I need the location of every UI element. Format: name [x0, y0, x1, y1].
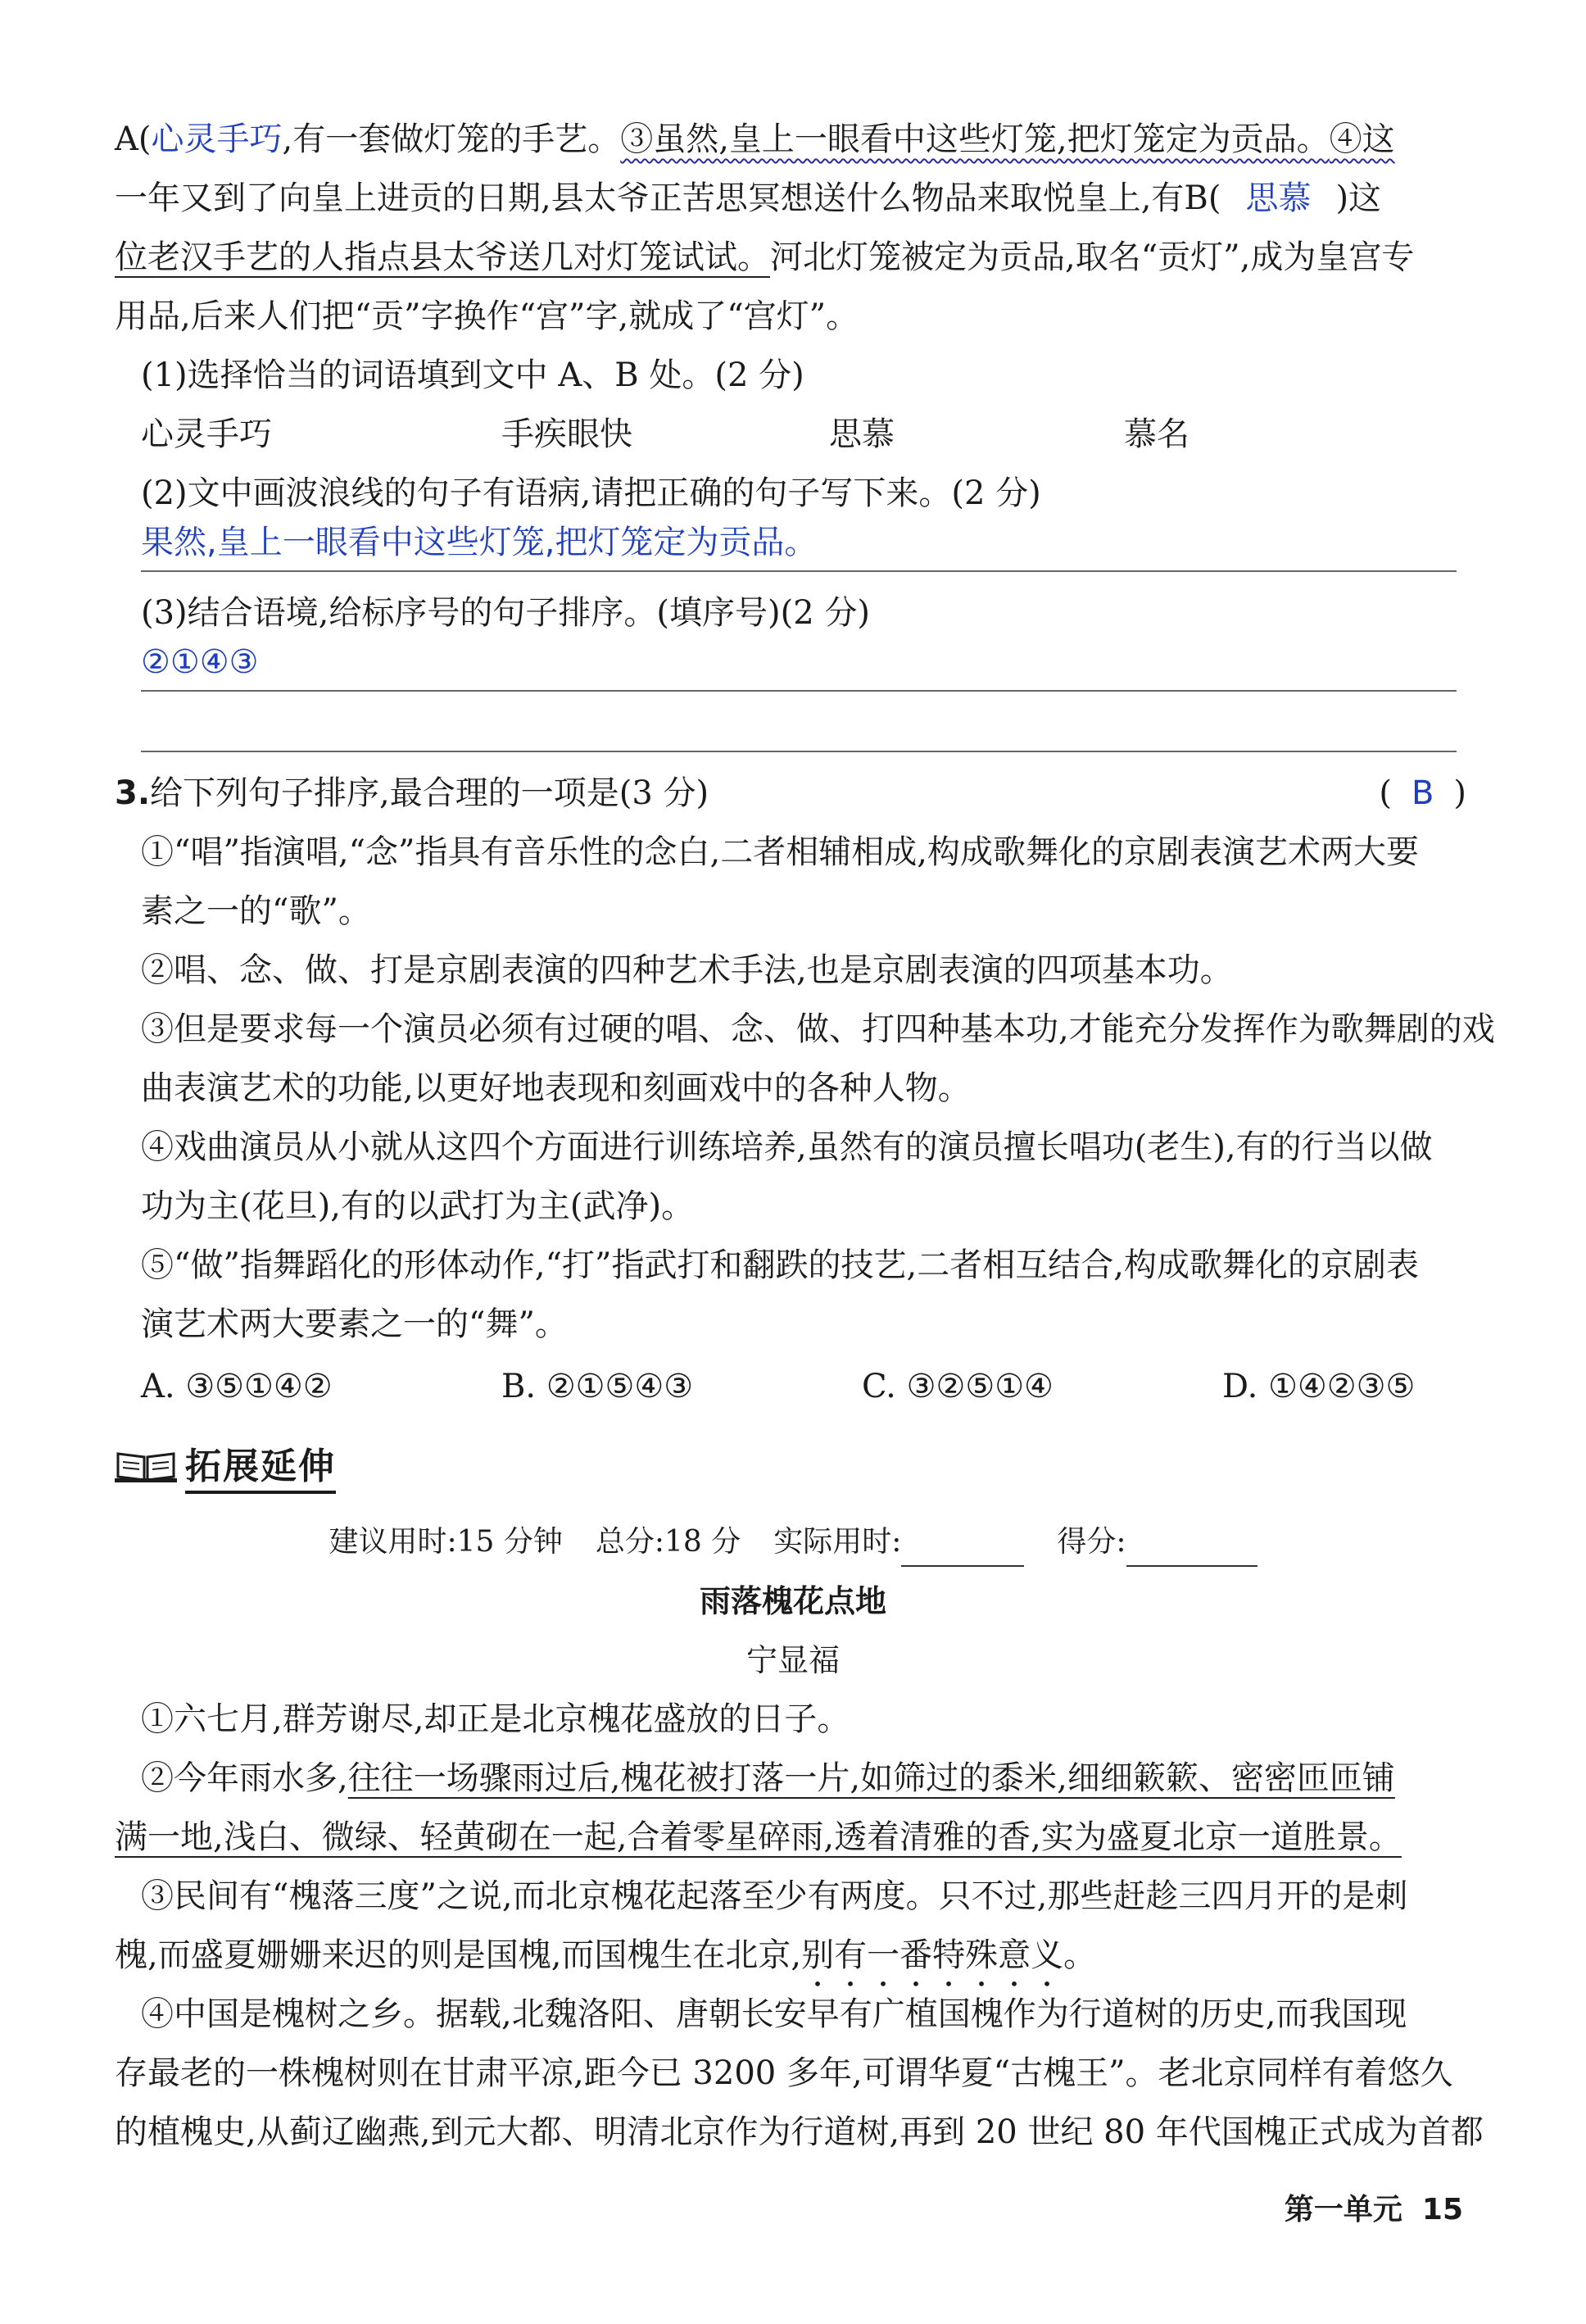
- choice-b: B. ②①⑤④③: [501, 1368, 694, 1405]
- passage-text: 河北灯笼被定为贡品,取名“贡灯”,成为皇宫专: [770, 238, 1415, 276]
- sentence-4: ④戏曲演员从小就从这四个方面进行训练培养,虽然有的演员擅长唱功(老生),有的行当以做: [141, 1128, 1433, 1166]
- emphasized-phrase: 别有一番特殊意义: [801, 1936, 1064, 1974]
- suggested-time: 建议用时:15 分钟: [329, 1525, 563, 1559]
- word-option: 慕名: [1124, 415, 1190, 453]
- handwritten-answer-2: 果然,皇上一眼看中这些灯笼,把灯笼定为贡品。: [141, 524, 818, 561]
- bracket-open: (: [1379, 774, 1392, 812]
- book-icon: [115, 1447, 177, 1483]
- article-paragraph-3: ③民间有“槐落三度”之说,而北京槐花起落至少有两度。只不过,那些赶趁三四月开的是刺: [141, 1877, 1408, 1915]
- passage-line-2: [115, 174, 1466, 223]
- section-heading: [115, 1441, 336, 1490]
- page-number: 15: [1421, 2193, 1463, 2226]
- subquestion-3-prompt: (3)结合语境,给标序号的句子排序。(填序号)(2 分): [141, 594, 870, 632]
- subquestion-2-prompt: (2)文中画波浪线的句子有语病,请把正确的句子写下来。(2 分): [141, 474, 1041, 512]
- underlined-sentence: 位老汉手艺的人指点县太爷送几对灯笼试试。: [115, 238, 770, 276]
- sentence-3-cont: 曲表演艺术的功能,以更好地表现和刻画戏中的各种人物。: [141, 1069, 971, 1107]
- actual-time-label: 实际用时:: [773, 1525, 902, 1559]
- page-footer: [1265, 2186, 1463, 2228]
- sentence-5: ⑤“做”指舞蹈化的形体动作,“打”指武打和翻跌的技艺,二者相互结合,构成歌舞化的京剧表: [141, 1246, 1419, 1284]
- sentence-1: ①“唱”指演唱,“念”指具有音乐性的念白,二者相辅相成,构成歌舞化的京剧表演艺术两大要: [141, 833, 1419, 871]
- question-number: 3.: [115, 774, 151, 812]
- article-paragraph-2: [141, 1754, 1493, 1803]
- choice-d: D. ①④②③⑤: [1222, 1368, 1416, 1405]
- passage-text: ,有一套做灯笼的手艺。: [282, 120, 621, 158]
- choice-c: C. ③②⑤①④: [862, 1368, 1054, 1405]
- question-3-prompt: [115, 769, 1466, 818]
- passage-line-1: [115, 115, 1466, 164]
- paragraph-text: ②今年雨水多,: [141, 1759, 348, 1797]
- word-option: 心灵手巧: [141, 415, 272, 453]
- section-title: 拓展延伸: [185, 1437, 336, 1494]
- answer-line: [141, 751, 1457, 752]
- score-label: 得分:: [1057, 1525, 1126, 1559]
- article-paragraph-2-cont: [115, 1813, 1466, 1862]
- actual-time-blank[interactable]: [901, 1536, 1024, 1567]
- blank-a-label: A(: [115, 120, 152, 158]
- time-score-row: [0, 1518, 1586, 1567]
- wavy-underlined-sentence: ③虽然,皇上一眼看中这些灯笼,把灯笼定为贡品。: [620, 120, 1330, 158]
- word-option: 手疾眼快: [501, 415, 632, 453]
- handwritten-answer-b: 思慕: [1245, 179, 1312, 217]
- subquestion-1-prompt: (1)选择恰当的词语填到文中 A、B 处。(2 分): [141, 356, 804, 394]
- article-paragraph-3-cont: [115, 1931, 1466, 1994]
- passage-line-4: 用品,后来人们把“贡”字换作“宫”字,就成了“宫灯”。: [115, 297, 859, 335]
- article-paragraph-1: ①六七月,群芳谢尽,却正是北京槐花盛放的日子。: [141, 1700, 850, 1738]
- bracket-close: ): [1453, 774, 1466, 812]
- article-paragraph-4-cont2: 的植槐史,从蓟辽幽燕,到元大都、明清北京作为行道树,再到 20 世纪 80 年代国槐正式成为首都: [115, 2113, 1484, 2151]
- passage-text: ④这: [1329, 120, 1395, 158]
- score-blank[interactable]: [1126, 1536, 1257, 1567]
- article-paragraph-4: ④中国是槐树之乡。据载,北魏洛阳、唐朝长安早有广植国槐作为行道树的历史,而我国现: [141, 1995, 1407, 2033]
- passage-text: 一年又到了向皇上进贡的日期,县太爷正苦思冥想送什么物品来取悦皇上,有B(: [115, 179, 1221, 217]
- paragraph-text: 槐,而盛夏姗姗来迟的则是国槐,而国槐生在北京,: [115, 1936, 802, 1974]
- answer-line: [141, 690, 1457, 692]
- choice-a: A. ③⑤①④②: [141, 1368, 333, 1405]
- unit-label: 第一单元: [1284, 2193, 1402, 2226]
- passage-text: )这: [1335, 179, 1382, 217]
- handwritten-choice: B: [1411, 774, 1434, 812]
- paragraph-text: 。: [1063, 1936, 1097, 1974]
- underlined-sentence: 满一地,浅白、微绿、轻黄砌在一起,合着零星碎雨,透着清雅的香,实为盛夏北京一道胜景。: [115, 1818, 1402, 1856]
- article-paragraph-4-cont: 存最老的一株槐树则在甘肃平凉,距今已 3200 多年,可谓华夏“古槐王”。老北京同样有着悠久: [115, 2054, 1453, 2092]
- sentence-4-cont: 功为主(花旦),有的以武打为主(武净)。: [141, 1187, 695, 1225]
- article-author: 宁显福: [745, 1642, 840, 1678]
- word-option: 思慕: [829, 415, 895, 453]
- answer-line: [141, 570, 1457, 572]
- handwritten-answer-a: 心灵手巧: [151, 120, 283, 158]
- passage-line-3: [115, 233, 1466, 282]
- article-title: 雨落槐花点地: [699, 1583, 886, 1619]
- sentence-3: ③但是要求每一个演员必须有过硬的唱、念、做、打四种基本功,才能充分发挥作为歌舞剧的戏: [141, 1010, 1495, 1048]
- total-score: 总分:18 分: [595, 1525, 741, 1559]
- sentence-1-cont: 素之一的“歌”。: [141, 892, 371, 930]
- sentence-5-cont: 演艺术两大要素之一的“舞”。: [141, 1305, 568, 1343]
- underlined-sentence: 往往一场骤雨过后,槐花被打落一片,如筛过的黍米,细细簌簌、密密匝匝铺: [347, 1759, 1395, 1797]
- sentence-2: ②唱、念、做、打是京剧表演的四种艺术手法,也是京剧表演的四项基本功。: [141, 951, 1233, 989]
- answer-bracket: [1379, 769, 1466, 818]
- handwritten-answer-3: ②①④③: [141, 643, 259, 681]
- question-text: 给下列句子排序,最合理的一项是(3 分): [150, 774, 709, 812]
